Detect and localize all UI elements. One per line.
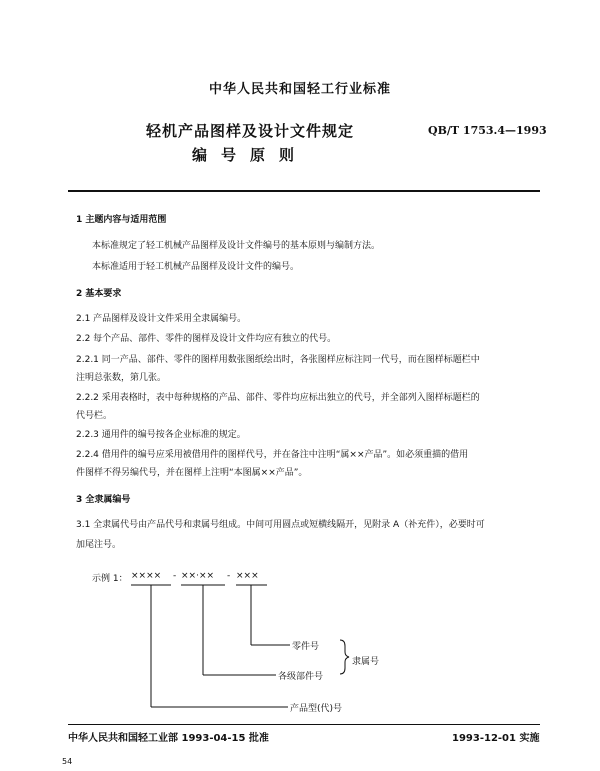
label-product-model: 产品型(代)号 <box>290 704 343 714</box>
paragraph: 3.1 全隶属代号由产品代号和隶属号组成。中间可用圆点或短横线隔开，见附录 A（补充件），必要时可 <box>76 520 485 530</box>
section-heading: 2 基本要求 <box>76 289 122 299</box>
footer-divider <box>68 724 540 725</box>
footer-issuer: 中华人民共和国轻工业部 1993-04-15 批准 <box>68 733 269 744</box>
label-part-no: 零件号 <box>292 642 320 652</box>
paragraph: 2.2.4 借用件的编号应采用被借用件的图样代号，并在备注中注明“属××产品”。如必须重描的借用 <box>76 450 469 460</box>
section-heading: 3 全隶属编号 <box>76 495 131 505</box>
code-group-product: ×××× <box>131 571 162 581</box>
paragraph: 2.2.1 同一产品、部件、零件的图样用数张图纸绘出时，各张图样应标注同一代号，而在图样标题栏中 <box>76 355 480 365</box>
paragraph: 本标准适用于轻工机械产品图样及设计文件的编号。 <box>92 262 300 272</box>
paragraph: 2.2.2 采用表格时，表中每种规格的产品、部件、零件均应标出独立的代号，并全部列入图样标题栏的 <box>76 393 480 403</box>
example-label: 示例 1： <box>92 574 128 584</box>
page-title: 轻机产品图样及设计文件规定 <box>145 122 354 140</box>
paragraph: 加尾注号。 <box>76 540 122 550</box>
code-separator: - <box>227 571 231 581</box>
standard-number: QB/T 1753.4—1993 <box>428 124 547 137</box>
paragraph: 注明总张数，第几张。 <box>76 373 167 383</box>
paragraph: 2.2 每个产品、部件、零件的图样及设计文件均应有独立的代号。 <box>76 334 337 344</box>
standard-category: 中华人民共和国轻工行业标准 <box>208 82 391 97</box>
paragraph: 代号栏。 <box>76 411 113 421</box>
section-heading: 1 主题内容与适用范围 <box>76 215 167 225</box>
paragraph: 件图样不得另编代号，并在图样上注明“本图属××产品”。 <box>76 468 308 478</box>
label-subordinate-no: 隶属号 <box>352 657 380 667</box>
code-group-part: ××× <box>236 571 259 581</box>
code-group-assembly: ××·×× <box>181 571 215 581</box>
page-subtitle: 编号原则 <box>191 146 308 164</box>
code-separator: - <box>173 571 177 581</box>
footer-effective-date: 1993-12-01 实施 <box>452 733 540 744</box>
paragraph: 2.2.3 通用件的编号按各企业标准的规定。 <box>76 430 246 440</box>
label-assembly-no: 各级部件号 <box>278 672 324 682</box>
paragraph: 本标准规定了轻工机械产品图样及设计文件编号的基本原则与编制方法。 <box>92 241 381 251</box>
paragraph: 2.1 产品图样及设计文件采用全隶属编号。 <box>76 314 247 324</box>
page-number: 54 <box>62 757 73 766</box>
